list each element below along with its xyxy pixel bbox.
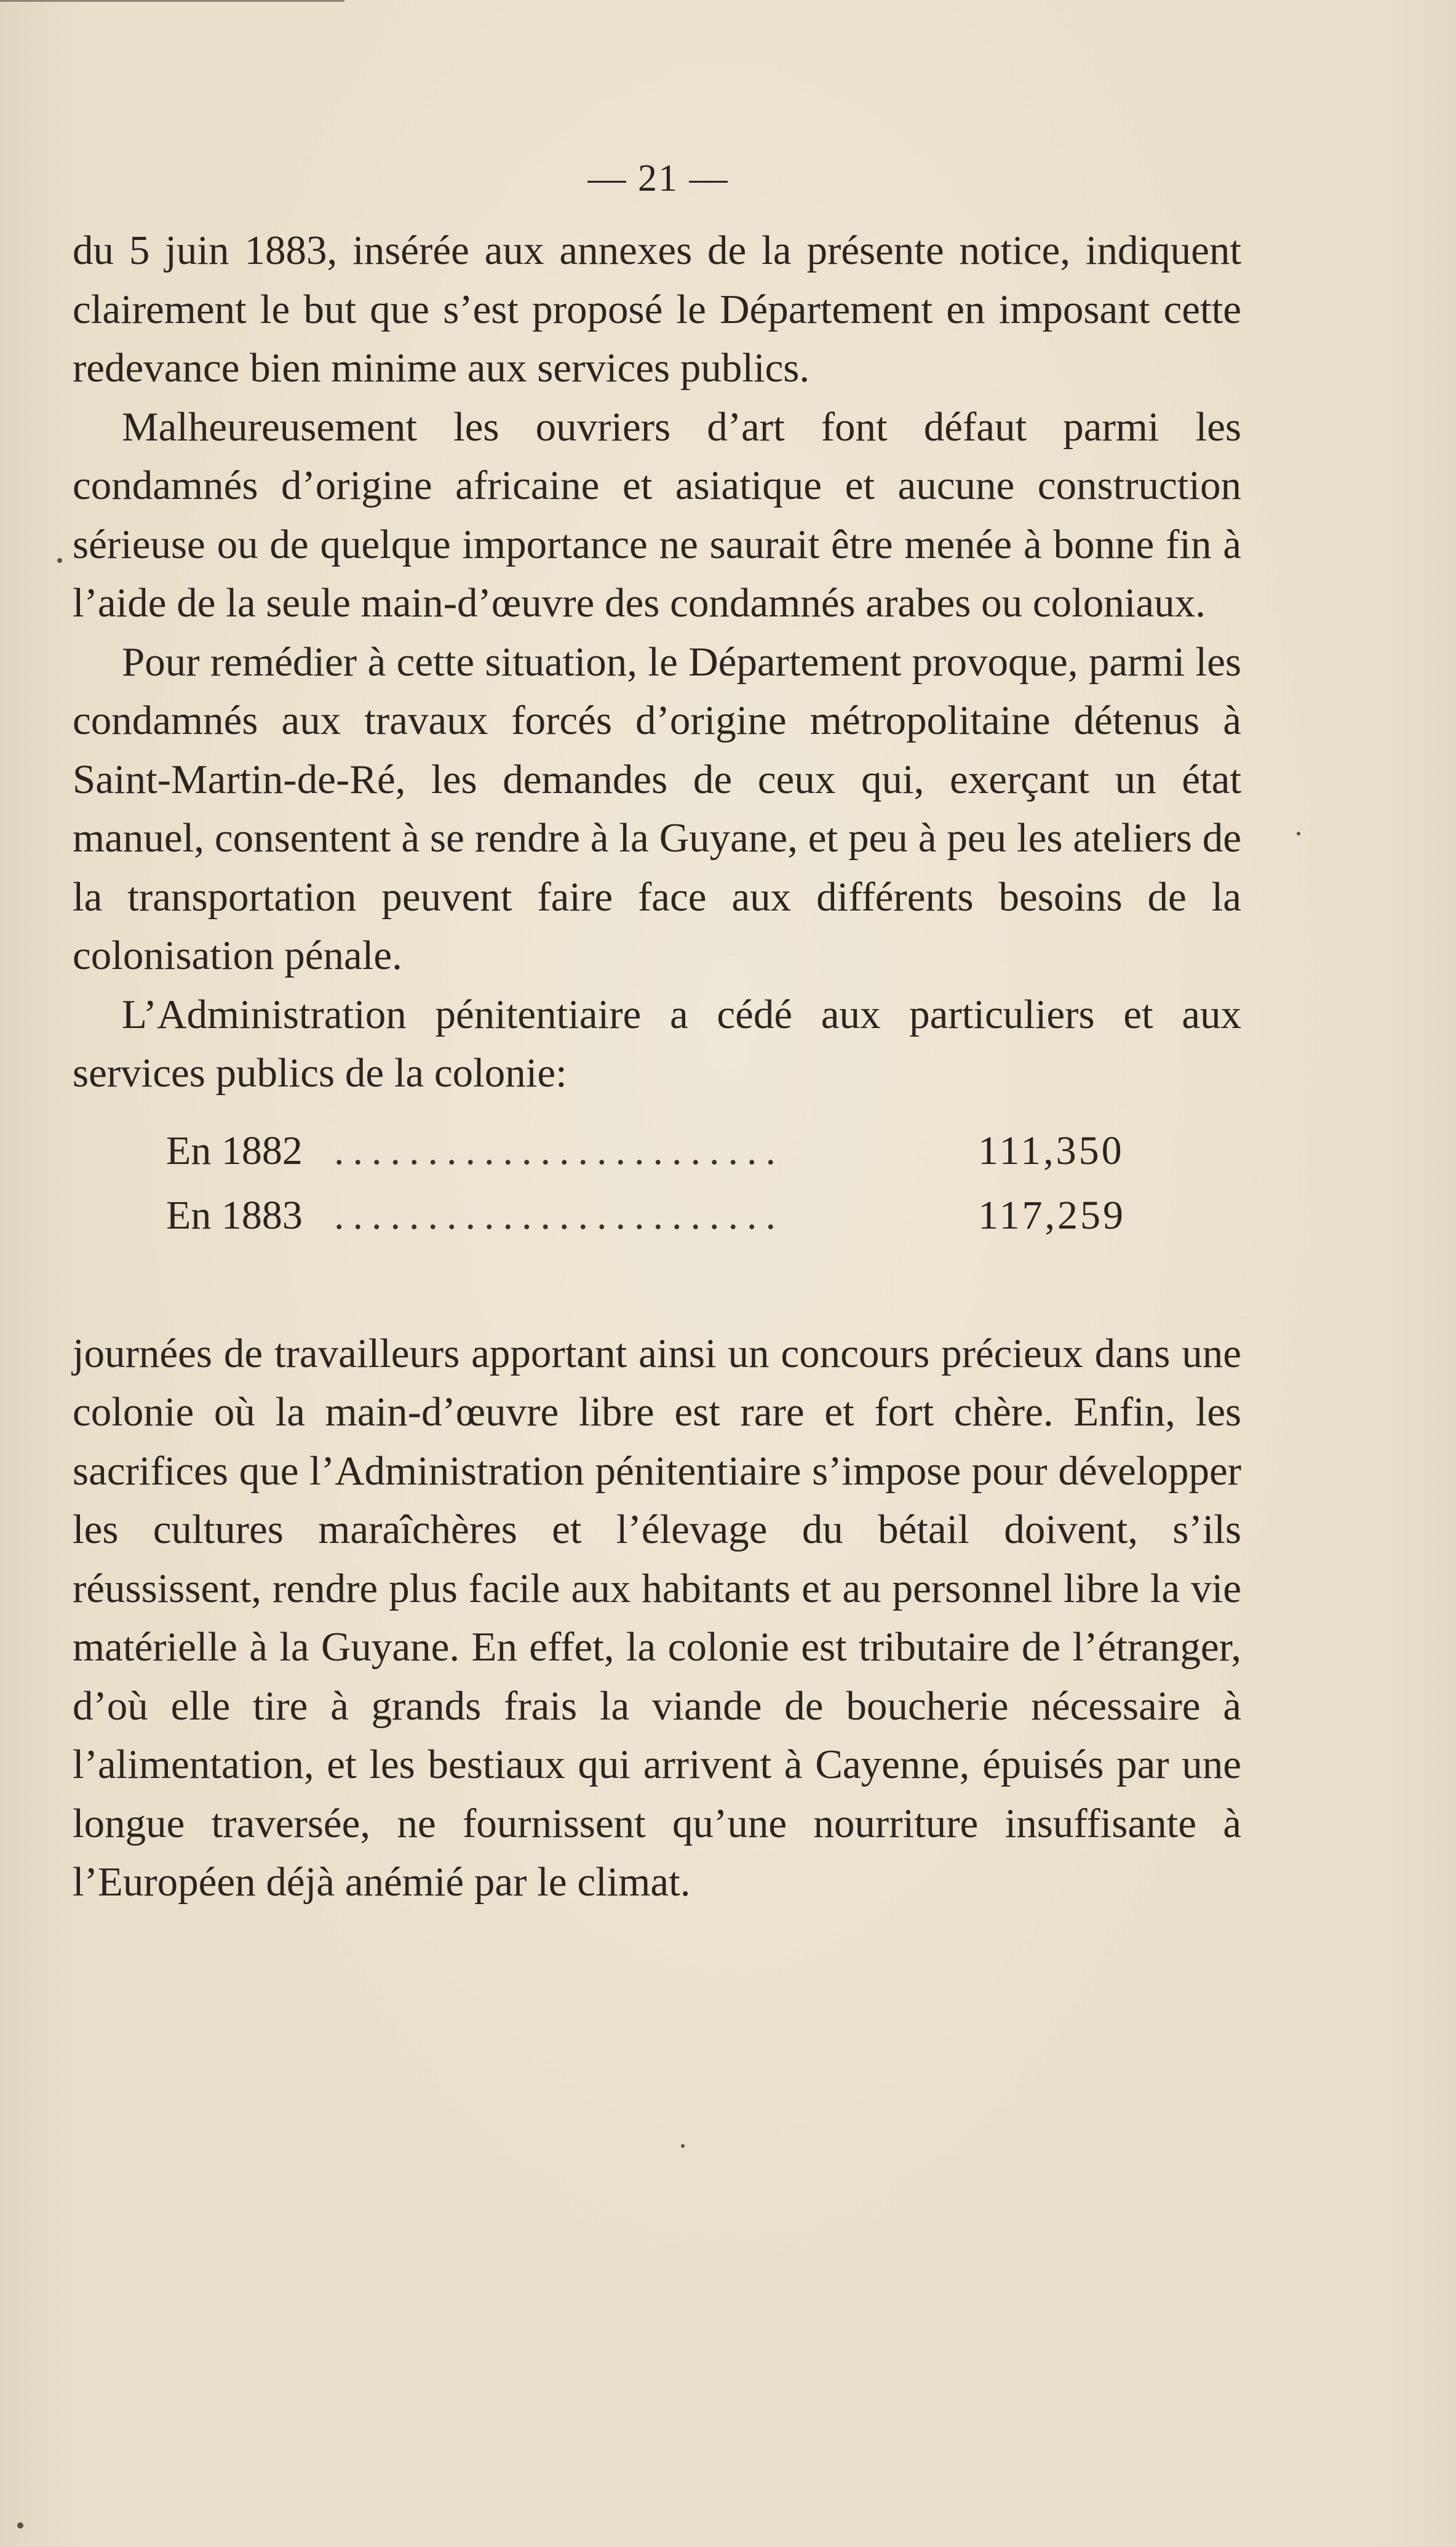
year-label: En 1882 [166,1128,303,1173]
paper-speck [57,558,62,563]
paragraph-ouvriers: Malheureusement les ouvriers d’art font défaut parmi les condamnés d’origine africaine et asiatique et aucune construction sérieuse ou de quelque importance ne saurait être menée à bonne fin à l’aide de la seule main-d’œuvre des condamnés arabes ou coloniaux. [73,404,1241,626]
page-number: — 21 — [587,157,729,199]
paper-speck [17,2522,23,2529]
table-row [73,1122,1241,1186]
workdays-table [73,1122,1241,1251]
leader-dots: ........................ [334,1192,784,1238]
year-label: En 1883 [166,1192,303,1238]
leader-dots: ........................ [334,1128,784,1173]
paragraph-continuation: du 5 juin 1883, insérée aux annexes de la présente notice, indiquent clairement le but que s’est proposé le Département en imposant cette redevance bien minime aux services publics. [73,228,1241,391]
paragraph-journees: journées de travailleurs apportant ainsi un concours précieux dans une colonie où la main-d’œuvre libre est rare et fort chère. Enfin, les sacrifices que l’Administration pénitentiaire s’impose pour développer les cultures maraîchères et l’élevage du bétail doivent, s’ils réussissent, rendre plus facile aux habitants et au personnel libre la vie matérielle à la Guyane. En effet, la colonie est tributaire de l’étranger, d’où elle tire à grands frais la viande de boucherie nécessaire à l’alimentation, et les bestiaux qui arrivent à Cayenne, épuisés par une longue traversée, ne fournissent qu’une nourriture insuffisante à l’Européen déjà anémié par le climat. [73,1330,1241,1905]
top-edge-rule [0,0,344,2]
paper-speck [1297,832,1300,835]
paragraph-remedier: Pour remédier à cette situation, le Département provoque, parmi les condamnés aux travaux forcés d’origine métropolitaine détenus à Saint-Martin-de-Ré, les demandes de ceux qui, exerçant un état manuel, consentent à se rendre à la Guyane, et peu à peu les ateliers de la transportation peuvent faire face aux différents besoins de la colonisation pénale. [73,639,1241,978]
paragraph-administration: L’Administration pénitentiaire a cédé aux particuliers et aux services publics de la colonie: [73,991,1241,1096]
workdays-value: 117,259 [978,1192,1126,1238]
paper-speck [681,2144,685,2148]
body-text [73,221,1241,1912]
workdays-value: 111,350 [978,1128,1124,1173]
table-row [73,1186,1241,1251]
